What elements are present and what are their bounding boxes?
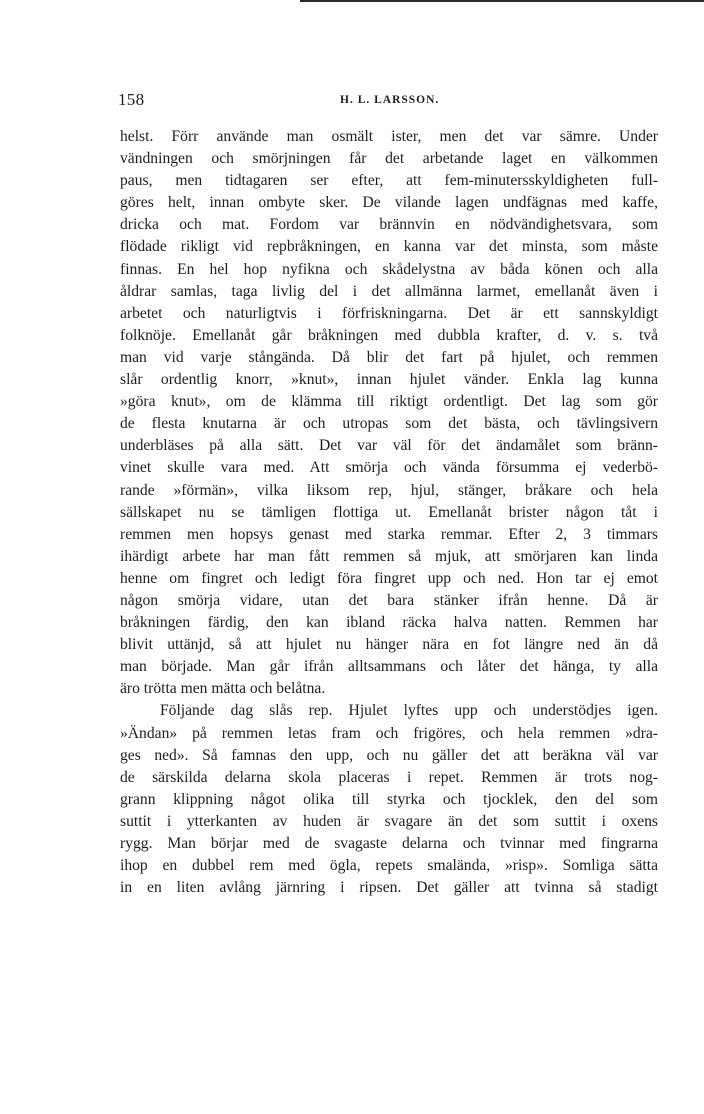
text-line: bråkningen färdig, den kan ibland räcka halva natten. Remmen har bbox=[120, 614, 658, 632]
text-line: paus, men tidtagaren ser efter, att fem-minutersskyldigheten full- bbox=[120, 172, 658, 190]
text-line: helst. Förr använde man osmält ister, men det var sämre. Under bbox=[120, 128, 658, 145]
text-line: sällskapet nu se tämligen flottiga ut. Emellanåt brister någon tåt i bbox=[120, 503, 658, 521]
text-line: slår ordentlig knorr, »knut», innan hjulet vänder. Enkla lag kunna bbox=[120, 371, 658, 389]
text-line: in en liten avlång järnring i ripsen. Det gäller att tvinna så stadigt bbox=[120, 879, 658, 897]
text-line: flödade rikligt vid repbråkningen, en kanna var det minsta, som måste bbox=[120, 238, 658, 256]
page-header bbox=[118, 90, 658, 112]
text-line: »göra knut», om de klämma till riktigt ordentligt. Det lag som gör bbox=[120, 393, 658, 411]
text-line: arbetet och naturligtvis i förfriskningarna. Det är ett sannskyldigt bbox=[120, 304, 658, 322]
text-line: remmen men hopsys genast med starka remmar. Efter 2, 3 timmars bbox=[120, 525, 658, 543]
text-line: henne om fingret och ledigt föra fingret upp och ned. Hon tar ej emot bbox=[120, 569, 658, 587]
text-line: finnas. En hel hop nyfikna och skådelystna av båda könen och alla bbox=[120, 260, 658, 278]
text-line: ges ned». Så famnas den upp, och nu gäller det att beräkna väl var bbox=[120, 746, 658, 764]
text-line: man började. Man går ifrån alltsammans och låter det hänga, ty alla bbox=[120, 658, 658, 676]
text-line: blivit uttänjd, så att hjulet nu hänger nära en fot längre ned än då bbox=[120, 636, 658, 654]
text-line: åldrar samlas, taga livlig del i det allmänna larmet, emellanåt även i bbox=[120, 282, 658, 300]
text-line: suttit i ytterkanten av huden är svagare än det som suttit i oxens bbox=[120, 812, 658, 830]
top-border-rule bbox=[300, 0, 704, 2]
text-line-paragraph-end: äro trötta men mätta och belåtna. bbox=[120, 680, 326, 698]
text-line: underbläses på alla sätt. Det var väl för det ändamålet som bränn- bbox=[120, 437, 658, 455]
page-number: 158 bbox=[118, 90, 145, 109]
text-line: grann klippning något olika till styrka och tjocklek, den del som bbox=[120, 790, 658, 808]
text-line: man vid varje stångända. Då blir det fart på hjulet, och remmen bbox=[120, 348, 658, 366]
text-line: någon smörja vidare, utan det bara stänker ifrån henne. Då är bbox=[120, 591, 658, 609]
text-line: vinet skulle vara med. Att smörja och vända försumma ej vederbö- bbox=[120, 459, 658, 477]
text-line: göres helt, innan ombyte sker. De vilande lagen undfägnas med kaffe, bbox=[120, 194, 658, 212]
text-line: »Ändan» på remmen letas fram och frigöres, och hela remmen »dra- bbox=[120, 724, 658, 742]
text-line: vändningen och smörjningen får det arbetande laget en välkommen bbox=[120, 150, 658, 168]
text-line-paragraph-start: Följande dag slås rep. Hjulet lyftes upp och understödjes igen. bbox=[160, 702, 658, 720]
text-line: ihop en dubbel rem med ögla, repets smaländа, »risp». Somliga sätta bbox=[120, 857, 658, 875]
text-line: rygg. Man börjar med de svagaste delarna och tvinnar med fingrarna bbox=[120, 835, 658, 852]
text-line: rande »förmän», vilka liksom rep, hjul, stänger, bråkare och hela bbox=[120, 481, 658, 499]
text-line: de flesta knutarna är och utropas som det bästa, och tävlingsivern bbox=[120, 415, 658, 433]
text-line: de särskilda delarna skola placeras i repet. Remmen är trots nog- bbox=[120, 768, 658, 786]
text-line: dricka och mat. Fordom var brännvin en nödvändighetsvara, som bbox=[120, 216, 658, 234]
text-line: folknöje. Emellanåt går bråkningen med dubbla krafter, d. v. s. två bbox=[120, 326, 658, 344]
body-text bbox=[120, 126, 658, 899]
running-head: H. L. LARSSON. bbox=[340, 94, 440, 106]
text-line: ihärdigt arbete har man fått remmen så mjuk, att smörjaren kan linda bbox=[120, 547, 658, 565]
